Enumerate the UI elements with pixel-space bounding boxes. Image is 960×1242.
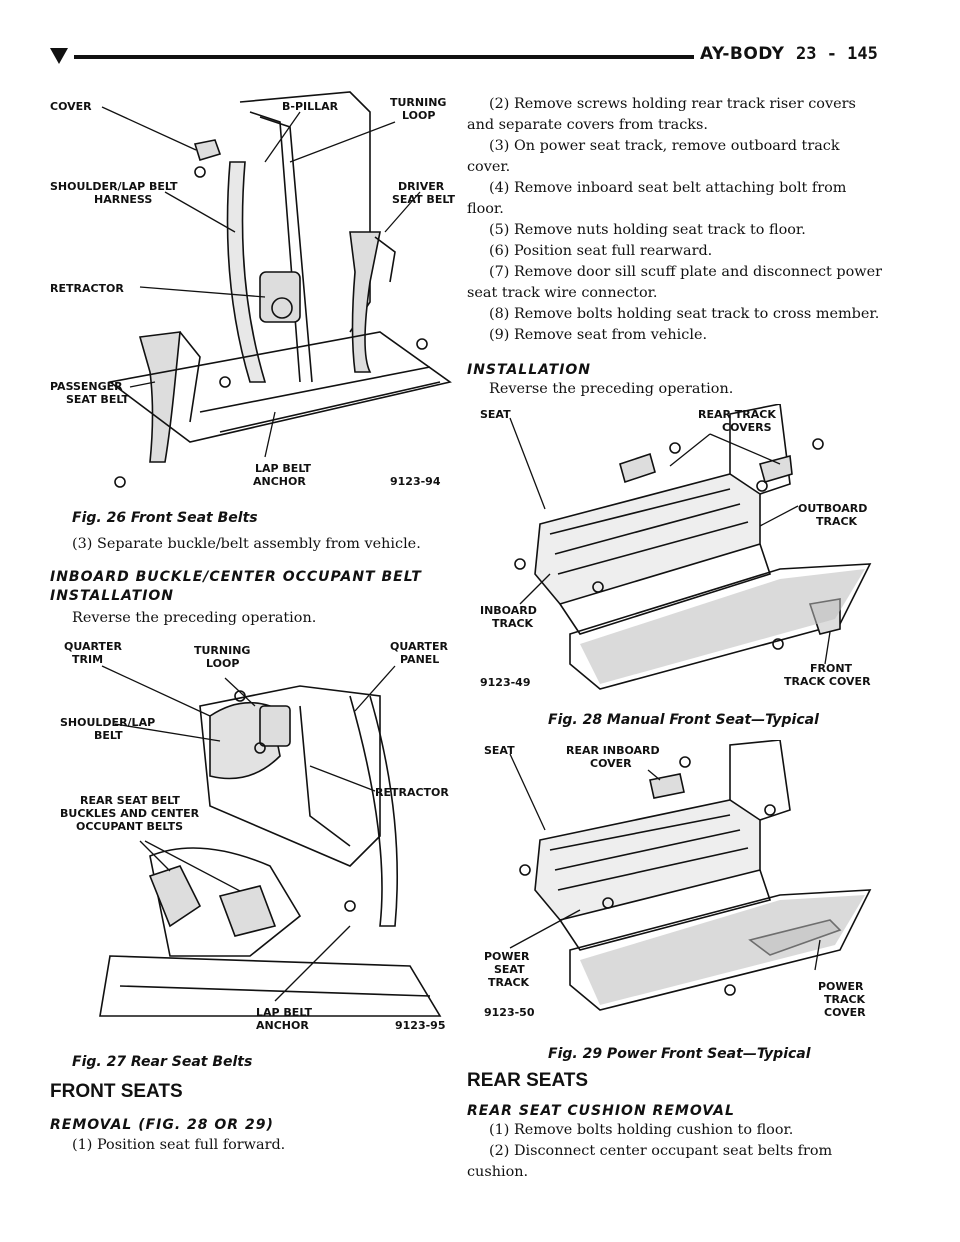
label-b-pillar: B-PILLAR (282, 100, 339, 113)
label-seat-belt-driver: SEAT BELT (392, 193, 456, 206)
label-retractor: RETRACTOR (50, 282, 124, 295)
label-quarter: QUARTER (64, 640, 122, 653)
label-turning: TURNING (194, 644, 251, 657)
page-header (0, 0, 960, 80)
heading-inboard-buckle: INBOARD BUCKLE/CENTER OCCUPANT BELT (50, 569, 422, 585)
header-rule (74, 55, 694, 59)
fig26-caption: Fig. 26 Front Seat Belts (72, 510, 258, 526)
right-step-4: (4) Remove inboard seat belt attaching bolt from floor. (467, 180, 847, 217)
label-belt: BELT (94, 729, 123, 742)
label-cover-2: COVER (824, 1006, 866, 1019)
figure-27-rear-seat-belts (50, 636, 460, 1046)
label-anchor: ANCHOR (253, 475, 306, 488)
figure-code: 9123-95 (395, 1019, 446, 1032)
right-step-7: (7) Remove door sill scuff plate and disconnect power seat track wire connector. (467, 264, 882, 301)
label-covers: COVERS (722, 421, 772, 434)
label-track-outboard: TRACK (816, 515, 858, 528)
label-power-cover: POWER (818, 980, 864, 993)
label-trim: TRIM (72, 653, 104, 666)
right-steps (467, 94, 887, 346)
label-track-cover: TRACK COVER (784, 675, 871, 688)
heading-installation-right: INSTALLATION (467, 362, 592, 378)
label-loop: LOOP (206, 657, 240, 670)
label-turning: TURNING (390, 96, 447, 109)
figure-26-front-seat-belts (50, 82, 460, 502)
right-step-9: (9) Remove seat from vehicle. (489, 327, 708, 343)
label-lap-belt: LAP BELT (256, 1006, 313, 1019)
label-seat-2: SEAT (494, 963, 525, 976)
label-harness: HARNESS (94, 193, 153, 206)
label-rear-seat-belt: REAR SEAT BELT (80, 794, 180, 807)
label-shoulder-lap: SHOULDER/LAP (60, 716, 156, 729)
fig29-caption: Fig. 29 Power Front Seat—Typical (548, 1046, 811, 1062)
label-passenger: PASSENGER (50, 380, 123, 393)
page-number: 23 - 145 (796, 44, 878, 64)
label-cover: COVER (590, 757, 632, 770)
left-step-3: (3) Separate buckle/belt assembly from vehicle. (72, 536, 421, 552)
label-seat-belt-passenger: SEAT BELT (66, 393, 130, 406)
label-cover: COVER (50, 100, 92, 113)
heading-removal: REMOVAL (FIG. 28 OR 29) (50, 1117, 274, 1133)
label-anchor: ANCHOR (256, 1019, 309, 1032)
rear-step-2: (2) Disconnect center occupant seat belts from cushion. (467, 1143, 833, 1180)
label-inboard: INBOARD (480, 604, 537, 617)
right-step-5: (5) Remove nuts holding seat track to floor. (489, 222, 806, 238)
label-track: TRACK (488, 976, 530, 989)
figure-code: 9123-49 (480, 676, 531, 689)
right-step-2: (2) Remove screws holding rear track riser covers and separate covers from tracks. (467, 96, 856, 133)
front-step-1: (1) Position seat full forward. (72, 1137, 286, 1153)
label-seat: SEAT (480, 408, 511, 421)
label-buckles: BUCKLES AND CENTER (60, 807, 200, 820)
figure-code: 9123-94 (390, 475, 441, 488)
right-step-8: (8) Remove bolts holding seat track to cross member. (489, 306, 880, 322)
label-power: POWER (484, 950, 530, 963)
label-rear-inboard: REAR INBOARD (566, 744, 660, 757)
label-rear-track: REAR TRACK (698, 408, 776, 421)
header-title: AY-BODY (700, 44, 785, 64)
heading-installation: INSTALLATION (50, 588, 175, 604)
left-reverse: Reverse the preceding operation. (72, 610, 317, 626)
right-step-6: (6) Position seat full rearward. (489, 243, 713, 259)
label-outboard: OUTBOARD (798, 502, 868, 515)
figure-code: 9123-50 (484, 1006, 535, 1019)
figure-29-power-front-seat (480, 740, 880, 1030)
label-track-cover: TRACK (824, 993, 866, 1006)
right-reverse: Reverse the preceding operation. (489, 381, 734, 397)
label-shoulder-lap-belt: SHOULDER/LAP BELT (50, 180, 178, 193)
rear-step-1: (1) Remove bolts holding cushion to floor. (489, 1122, 794, 1138)
label-retractor: RETRACTOR (375, 786, 449, 799)
label-panel: PANEL (400, 653, 440, 666)
figure-28-manual-front-seat (480, 404, 880, 704)
fig27-caption: Fig. 27 Rear Seat Belts (72, 1054, 253, 1070)
label-loop: LOOP (402, 109, 436, 122)
label-driver: DRIVER (398, 180, 445, 193)
label-lap-belt: LAP BELT (255, 462, 312, 475)
label-seat: SEAT (484, 744, 515, 757)
section-front-seats: FRONT SEATS (50, 1081, 183, 1102)
right-step-3: (3) On power seat track, remove outboard track cover. (467, 138, 840, 175)
label-quarter-panel: QUARTER (390, 640, 448, 653)
label-occupant-belts: OCCUPANT BELTS (76, 820, 184, 833)
label-front: FRONT (810, 662, 853, 675)
label-track-inboard: TRACK (492, 617, 534, 630)
heading-rear-cushion-removal: REAR SEAT CUSHION REMOVAL (467, 1103, 735, 1119)
triangle-marker-icon (50, 48, 68, 64)
section-rear-seats: REAR SEATS (467, 1070, 589, 1091)
fig28-caption: Fig. 28 Manual Front Seat—Typical (548, 712, 819, 728)
